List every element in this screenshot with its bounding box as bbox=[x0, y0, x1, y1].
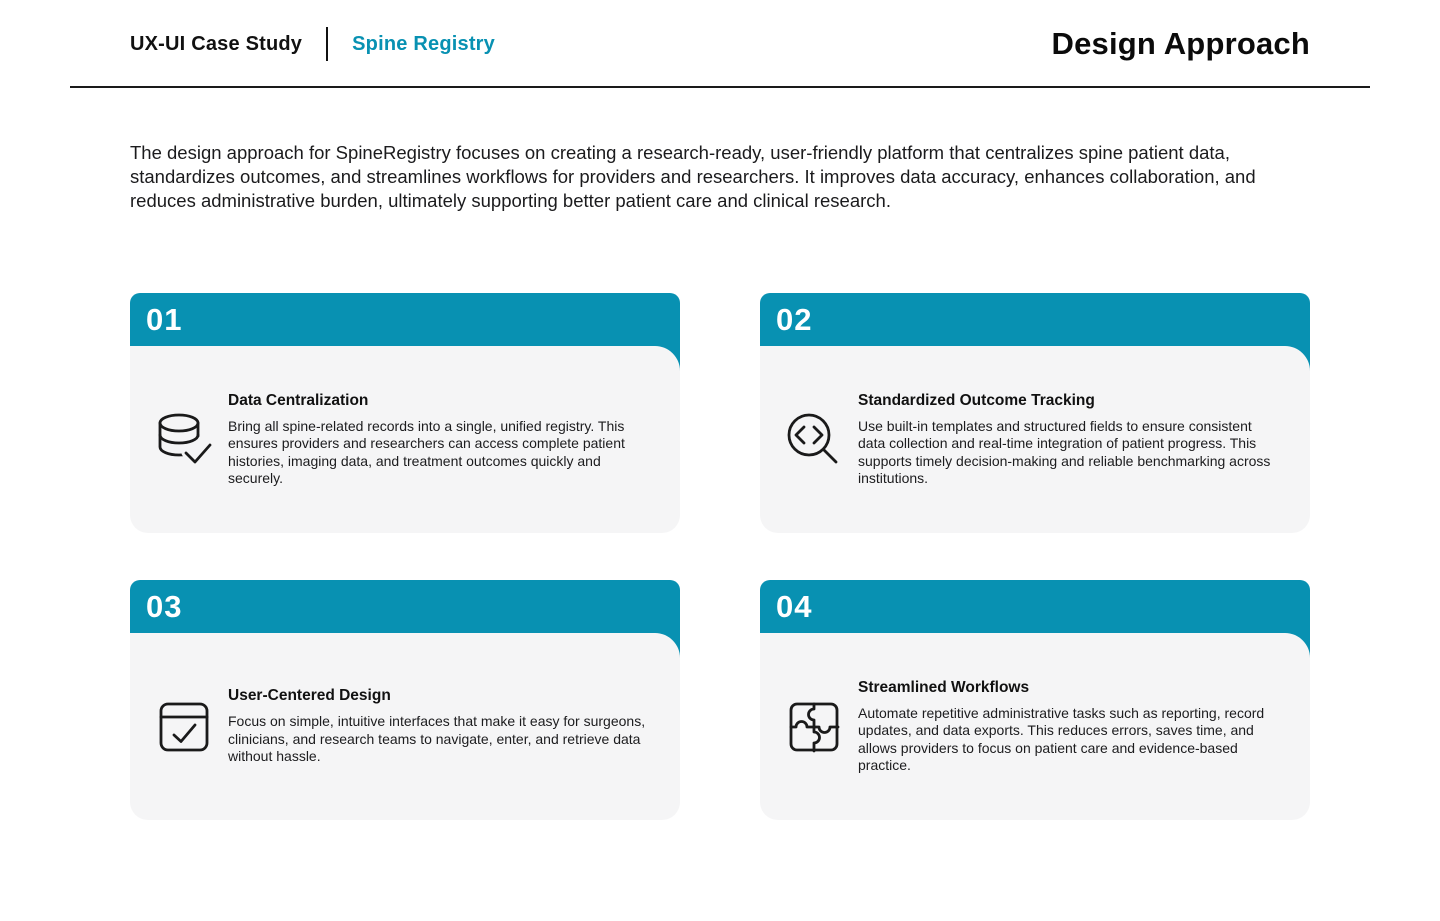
approach-cards-grid bbox=[130, 293, 1310, 820]
code-search-icon bbox=[782, 408, 846, 472]
breadcrumb-project-name: Spine Registry bbox=[352, 32, 495, 55]
card-standardized-outcome-tracking bbox=[760, 293, 1310, 533]
card-title: Streamlined Workflows bbox=[858, 678, 1030, 696]
card-body bbox=[130, 346, 680, 533]
card-text-block bbox=[228, 687, 650, 766]
card-body bbox=[760, 633, 1310, 820]
card-text-block bbox=[858, 392, 1280, 488]
header-rule bbox=[70, 86, 1370, 88]
card-text-block bbox=[858, 679, 1280, 775]
checkbox-window-icon bbox=[152, 695, 216, 759]
card-user-centered-design bbox=[130, 580, 680, 820]
card-number: 02 bbox=[776, 301, 813, 337]
card-number: 03 bbox=[146, 588, 183, 624]
intro-paragraph: The design approach for SpineRegistry focuses on creating a research-ready, user-friendly platform that centralizes spine patient data, standardizes outcomes, and streamlines workflows for providers and researchers. It improves data accuracy, enhances collaboration, and reduces administrative burden, ultimately supporting better patient care and clinical research. bbox=[130, 142, 1256, 211]
card-description: Automate repetitive administrative tasks such as reporting, record updates, and data exports. This reduces errors, saves time, and allows providers to focus on patient care and evidence-based practice. bbox=[858, 704, 1265, 773]
card-description: Bring all spine-related records into a single, unified registry. This ensures providers and researchers can access complete patient histories, imaging data, and treatment outcomes quickly and securely. bbox=[228, 417, 625, 486]
puzzle-icon bbox=[782, 695, 846, 759]
card-description: Focus on simple, intuitive interfaces that make it easy for surgeons, clinicians, and research teams to navigate, enter, and retrieve data without hassle. bbox=[228, 713, 646, 765]
header bbox=[70, 0, 1370, 60]
card-body bbox=[760, 346, 1310, 533]
card-number: 01 bbox=[146, 301, 183, 337]
card-number: 04 bbox=[776, 588, 813, 624]
card-description: Use built-in templates and structured fields to ensure consistent data collection and real-time integration of patient progress. This supports timely decision-making and reliable benchmarking across institutions. bbox=[858, 417, 1271, 486]
breadcrumb-case-study: UX-UI Case Study bbox=[130, 32, 303, 55]
card-title: User-Centered Design bbox=[228, 687, 391, 705]
card-text-block bbox=[228, 392, 650, 488]
card-title: Standardized Outcome Tracking bbox=[858, 391, 1095, 409]
card-title: Data Centralization bbox=[228, 391, 369, 409]
breadcrumb-divider bbox=[326, 27, 328, 61]
card-streamlined-workflows bbox=[760, 580, 1310, 820]
card-data-centralization bbox=[130, 293, 680, 533]
card-body bbox=[130, 633, 680, 820]
database-check-icon bbox=[152, 408, 216, 472]
page-title: Design Approach bbox=[1051, 26, 1310, 61]
